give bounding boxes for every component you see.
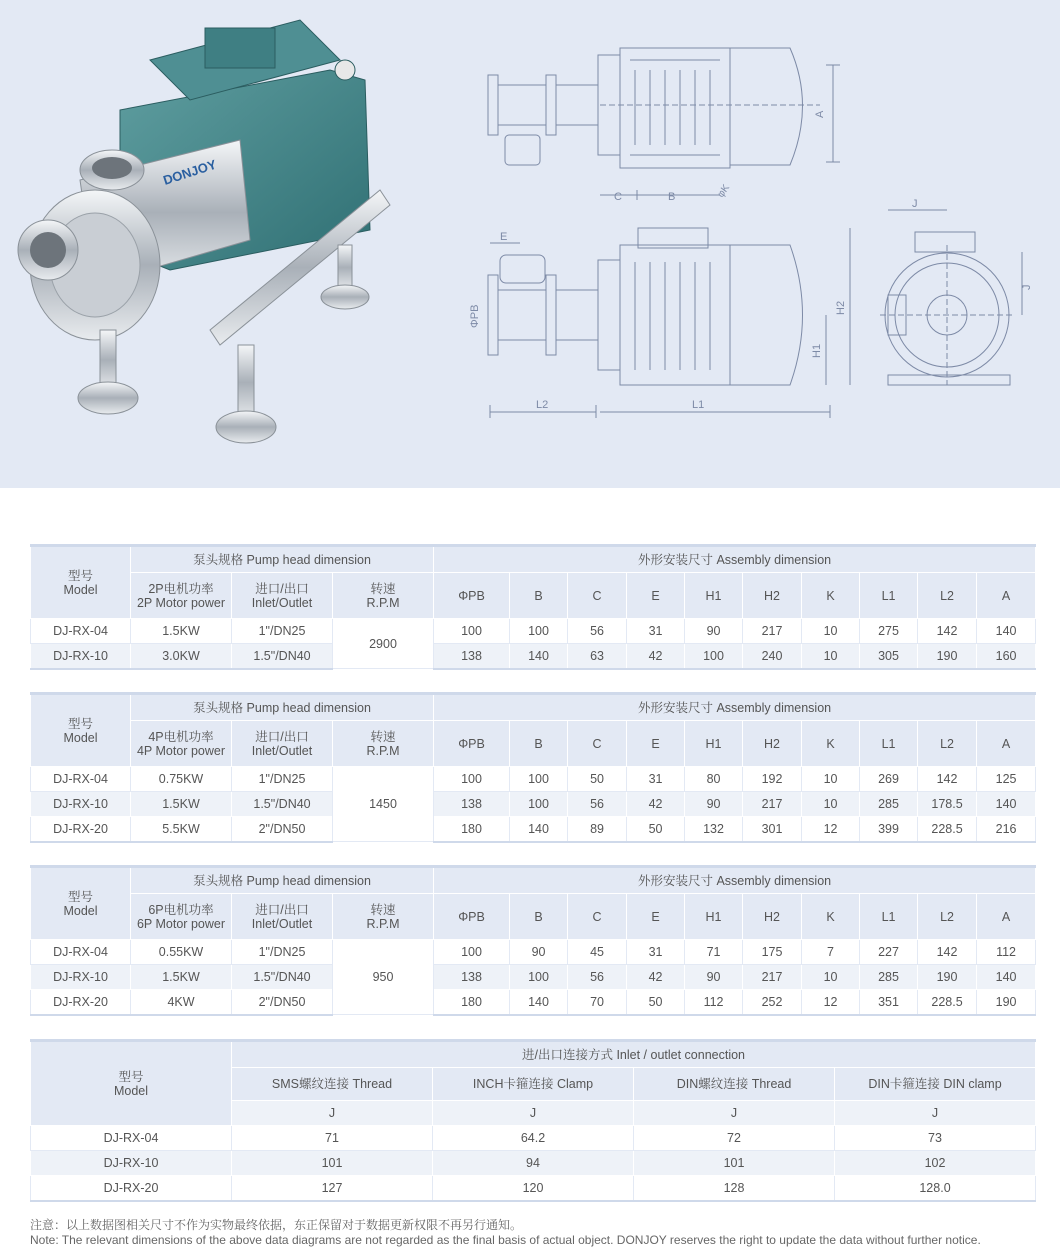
- table-row: DJ-RX-10 101 94 101 102: [31, 1151, 1036, 1176]
- col-header: E: [627, 573, 685, 619]
- col-header: H1: [685, 894, 743, 940]
- col-header: L1: [860, 721, 918, 767]
- inlet-header: 进口/出口 Inlet/Outlet: [232, 573, 333, 619]
- dim-label-h2: H2: [835, 300, 847, 315]
- table-row: DJ-RX-20 5.5KW 2"/DN50 180 140 89 50 132 301 12 399 228.5 216: [31, 817, 1036, 842]
- col-header: H2: [743, 894, 802, 940]
- pump-photo: [18, 20, 390, 443]
- inlet-header: 进口/出口 Inlet/Outlet: [232, 721, 333, 767]
- motor-power-header: 6P电机功率 6P Motor power: [131, 894, 232, 940]
- col-header: K: [802, 573, 860, 619]
- model-header: 型号 Model: [31, 867, 131, 940]
- col-header: L2: [918, 721, 977, 767]
- col-header: H2: [743, 721, 802, 767]
- col-header: K: [802, 721, 860, 767]
- note-chinese: 注意：以上数据图相关尺寸不作为实物最终依据，东正保留对于数据更新权限不再另行通知。: [30, 1218, 523, 1232]
- speed-header: 转速 R.P.M: [333, 721, 434, 767]
- motor-power-header: 4P电机功率 4P Motor power: [131, 721, 232, 767]
- connection-type-header: SMS螺纹连接 Thread: [232, 1068, 433, 1101]
- assembly-header: 外形安装尺寸 Assembly dimension: [434, 546, 1036, 573]
- assembly-header: 外形安装尺寸 Assembly dimension: [434, 867, 1036, 894]
- drawing-front-view: [880, 210, 1022, 385]
- table-row: DJ-RX-04 1.5KW 1"/DN25 2900 100 100 56 31 90 217 10 275 142 140: [31, 619, 1036, 644]
- col-header: C: [568, 573, 627, 619]
- col-header: E: [627, 894, 685, 940]
- col-header: E: [627, 721, 685, 767]
- dim-label-e: E: [500, 231, 508, 243]
- col-header: A: [977, 573, 1036, 619]
- table-row: DJ-RX-10 1.5KW 1.5"/DN40 138 100 56 42 90 217 10 285 190 140: [31, 965, 1036, 990]
- dim-label-l1: L1: [692, 399, 705, 411]
- col-header: J: [835, 1101, 1036, 1126]
- col-header: H1: [685, 721, 743, 767]
- rpm-value: 1450: [333, 767, 434, 842]
- spec-table-6p: [30, 865, 1036, 1016]
- model-header: 型号 Model: [31, 694, 131, 767]
- col-header: J: [232, 1101, 433, 1126]
- motor-power-header: 2P电机功率 2P Motor power: [131, 573, 232, 619]
- table-row: DJ-RX-04 71 64.2 72 73: [31, 1126, 1036, 1151]
- table-row: DJ-RX-10 3.0KW 1.5"/DN40 138 140 63 42 100 240 10 305 190 160: [31, 644, 1036, 669]
- col-header: ΦPB: [434, 894, 510, 940]
- hero-banner: [0, 0, 1060, 488]
- col-header: L2: [918, 894, 977, 940]
- dim-label-k: φK: [715, 182, 733, 200]
- connection-table: [30, 1039, 1036, 1202]
- dim-label-a: A: [814, 110, 826, 118]
- col-header: A: [977, 894, 1036, 940]
- pump-head-header: 泵头规格 Pump head dimension: [131, 694, 434, 721]
- dim-label-c: C: [614, 191, 622, 203]
- brand-logo: DONJOY: [161, 156, 219, 188]
- col-header: K: [802, 894, 860, 940]
- col-header: B: [510, 573, 568, 619]
- col-header: H1: [685, 573, 743, 619]
- connection-type-header: INCH卡箍连接 Clamp: [433, 1068, 634, 1101]
- model-header: 型号 Model: [31, 546, 131, 619]
- col-header: C: [568, 894, 627, 940]
- col-header: C: [568, 721, 627, 767]
- model-header: 型号 Model: [31, 1041, 232, 1126]
- drawing-top-view: [488, 48, 840, 200]
- connection-type-header: DIN卡箍连接 DIN clamp: [835, 1068, 1036, 1101]
- dim-label-b: B: [668, 191, 676, 203]
- speed-header: 转速 R.P.M: [333, 894, 434, 940]
- spec-table-4p: [30, 692, 1036, 843]
- col-header: B: [510, 721, 568, 767]
- pump-head-header: 泵头规格 Pump head dimension: [131, 546, 434, 573]
- table-row: DJ-RX-10 1.5KW 1.5"/DN40 138 100 56 42 90 217 10 285 178.5 140: [31, 792, 1036, 817]
- spec-table-2p: [30, 544, 1036, 670]
- rpm-value: 2900: [333, 619, 434, 669]
- col-header: J: [634, 1101, 835, 1126]
- table-row: DJ-RX-04 0.75KW 1"/DN25 1450 100 100 50 31 80 192 10 269 142 125: [31, 767, 1036, 792]
- col-header: J: [433, 1101, 634, 1126]
- col-header: H2: [743, 573, 802, 619]
- dim-label-h1: H1: [811, 343, 823, 358]
- assembly-header: 外形安装尺寸 Assembly dimension: [434, 694, 1036, 721]
- dim-label-pb: ΦPB: [469, 304, 481, 328]
- col-header: A: [977, 721, 1036, 767]
- drawing-side-view: [488, 228, 850, 418]
- col-header: ΦPB: [434, 721, 510, 767]
- rpm-value: 950: [333, 940, 434, 1015]
- col-header: L1: [860, 894, 918, 940]
- note-english: Note: The relevant dimensions of the above data diagrams are not regarded as the final basis of actual object. DONJOY reserves the right to update the data without further notice.: [30, 1233, 981, 1247]
- speed-header: 转速 R.P.M: [333, 573, 434, 619]
- product-illustration: [0, 0, 1060, 488]
- dim-label-j-front: J: [912, 198, 918, 210]
- connection-type-header: DIN螺纹连接 Thread: [634, 1068, 835, 1101]
- dim-label-j-side: J: [1021, 284, 1033, 290]
- inlet-header: 进口/出口 Inlet/Outlet: [232, 894, 333, 940]
- table-row: DJ-RX-04 0.55KW 1"/DN25 950 100 90 45 31 71 175 7 227 142 112: [31, 940, 1036, 965]
- col-header: B: [510, 894, 568, 940]
- col-header: L2: [918, 573, 977, 619]
- col-header: L1: [860, 573, 918, 619]
- connection-header: 进/出口连接方式 Inlet / outlet connection: [232, 1041, 1036, 1068]
- table-row: DJ-RX-20 4KW 2"/DN50 180 140 70 50 112 252 12 351 228.5 190: [31, 990, 1036, 1015]
- pump-head-header: 泵头规格 Pump head dimension: [131, 867, 434, 894]
- table-row: DJ-RX-20 127 120 128 128.0: [31, 1176, 1036, 1201]
- dim-label-l2: L2: [536, 399, 549, 411]
- col-header: ΦPB: [434, 573, 510, 619]
